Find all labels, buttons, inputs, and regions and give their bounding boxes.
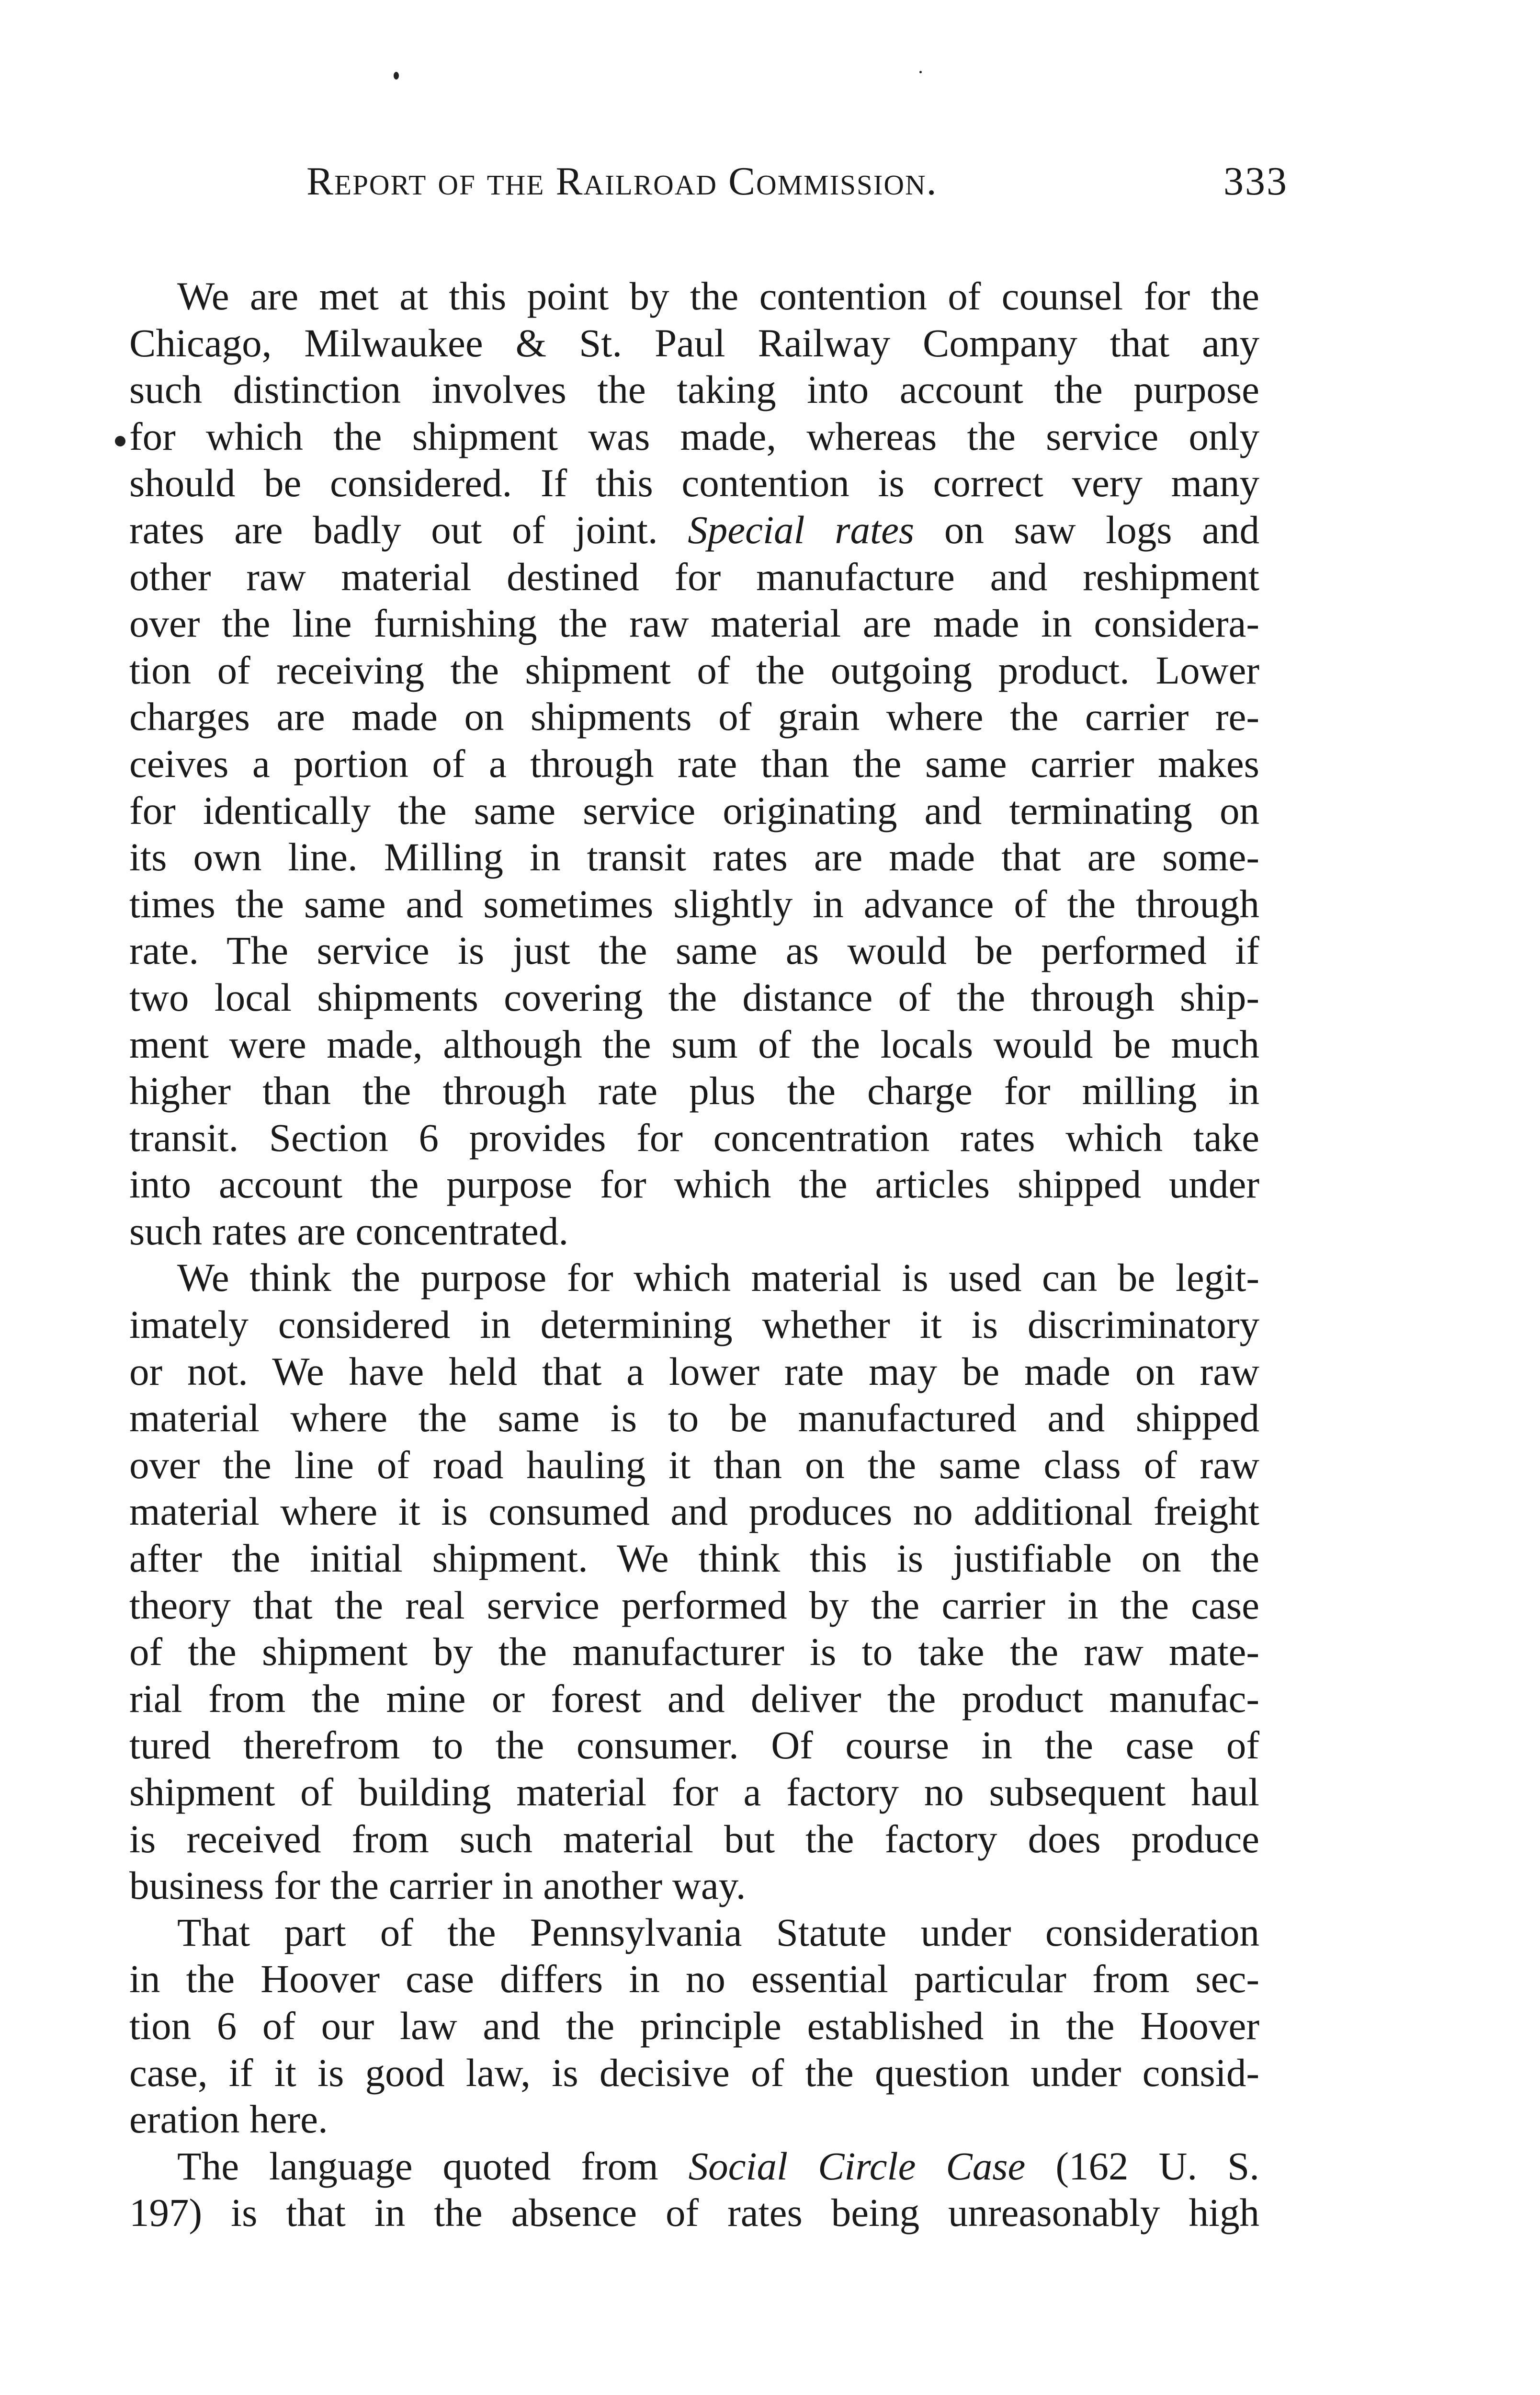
text-line: charges are made on shipments of grain where the carrier re- <box>129 695 1259 739</box>
text-line: rial from the mine or forest and deliver the product manufac- <box>129 1676 1259 1721</box>
text-line: business for the carrier in another way. <box>129 1863 746 1908</box>
text-line: We think the purpose for which material is used can be legit- <box>177 1255 1259 1300</box>
text-line: over the line furnishing the raw material are made in considera- <box>129 601 1259 646</box>
text-line: such distinction involves the taking into account the purpose <box>129 367 1259 412</box>
text-line: is received from such material but the factory does produce <box>129 1816 1259 1861</box>
text-line: such rates are concentrated. <box>129 1209 569 1253</box>
text-line: material where it is consumed and produces no additional freight <box>129 1489 1259 1534</box>
text-line: transit. Section 6 provides for concentration rates which take <box>129 1115 1259 1160</box>
text-line: other raw material destined for manufacture and reshipment <box>129 554 1259 599</box>
text-line: after the initial shipment. We think this is justifiable on the <box>129 1536 1259 1581</box>
text-line: theory that the real service performed by the carrier in the case <box>129 1583 1259 1627</box>
text-line: We are met at this point by the contention of counsel for the <box>177 274 1259 318</box>
margin-bullet-mark <box>115 436 125 446</box>
text-line: in the Hoover case differs in no essential particular from sec- <box>129 1957 1259 2001</box>
text-line: ment were made, although the sum of the locals would be much <box>129 1022 1259 1066</box>
paragraph <box>129 1255 1259 1909</box>
text-line: of the shipment by the manufacturer is to take the raw mate- <box>129 1630 1259 1674</box>
text-line: should be considered. If this contention is correct very many <box>129 461 1259 505</box>
text-line: tion 6 of our law and the principle established in the Hoover <box>129 2003 1259 2048</box>
text-line: 197) is that in the absence of rates being unreasonably high <box>129 2190 1259 2235</box>
text-line: tion of receiving the shipment of the outgoing product. Lower <box>129 648 1259 692</box>
text-line: imately considered in determining whether it is discriminatory <box>129 1302 1259 1347</box>
text-line: into account the purpose for which the articles shipped under <box>129 1162 1259 1207</box>
text-line: rates are badly out of joint. Special rates on saw logs and <box>129 507 1259 552</box>
text-line: for identically the same service originating and terminating on <box>129 788 1259 833</box>
text-line: or not. We have held that a lower rate may be made on raw <box>129 1349 1259 1393</box>
ink-speck <box>394 72 399 80</box>
text-line: case, if it is good law, is decisive of the question under consid- <box>129 2050 1259 2095</box>
text-line: higher than the through rate plus the charge for milling in <box>129 1069 1259 1113</box>
paragraph <box>129 1909 1259 2143</box>
text-line: times the same and sometimes slightly in advance of the through <box>129 881 1259 926</box>
text-line: Chicago, Milwaukee & St. Paul Railway Company that any <box>129 320 1259 365</box>
page-header <box>306 158 1288 216</box>
text-line: its own line. Milling in transit rates are made that are some- <box>129 835 1259 879</box>
running-head: Report of the Railroad Commission. <box>306 159 938 204</box>
paragraph <box>129 2143 1259 2236</box>
text-line: That part of the Pennsylvania Statute under consideration <box>177 1910 1259 1954</box>
text-line: over the line of road hauling it than on the same class of raw <box>129 1442 1259 1487</box>
text-line: ceives a portion of a through rate than the same carrier makes <box>129 741 1259 786</box>
body-text <box>129 273 1259 2236</box>
text-line: shipment of building material for a factory no subsequent haul <box>129 1770 1259 1814</box>
text-line: The language quoted from Social Circle Case (162 U. S. <box>177 2144 1259 2188</box>
paragraph <box>129 273 1259 1255</box>
italic-term: Special rates <box>688 507 915 552</box>
text-line: material where the same is to be manufactured and shipped <box>129 1396 1259 1440</box>
text-line: rate. The service is just the same as would be performed if <box>129 928 1259 973</box>
italic-case-name: Social Circle Case <box>688 2144 1026 2188</box>
text-line: tured therefrom to the consumer. Of course in the case of <box>129 1723 1259 1768</box>
text-line: eration here. <box>129 2097 328 2142</box>
page-number: 333 <box>1223 159 1288 204</box>
text-line: two local shipments covering the distance of the through ship- <box>129 975 1259 1019</box>
text-line: for which the shipment was made, whereas the service only <box>129 414 1259 458</box>
ink-speck <box>919 71 922 73</box>
